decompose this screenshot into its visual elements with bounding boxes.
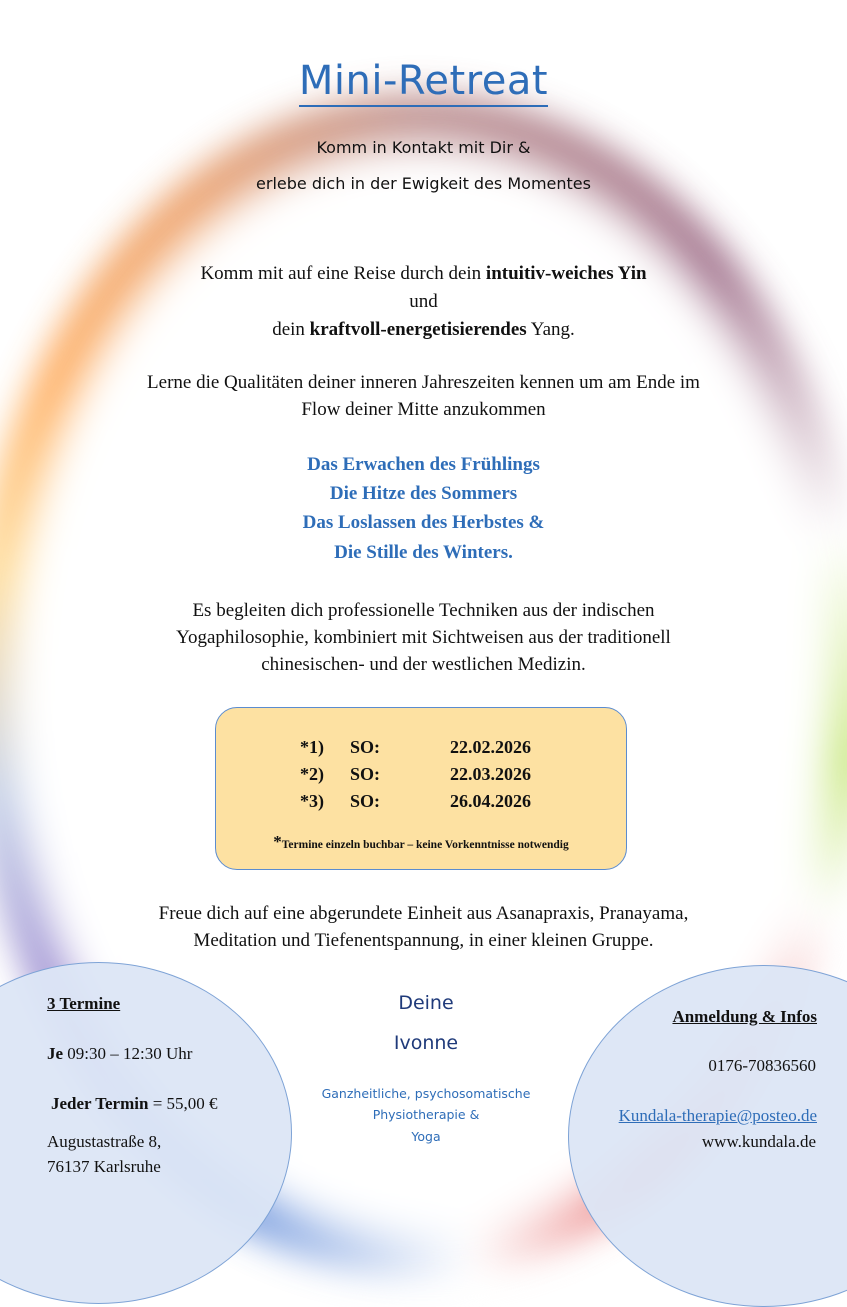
- date-num: *3): [300, 791, 324, 811]
- date-num: *2): [300, 764, 324, 784]
- price-value: = 55,00 €: [148, 1094, 218, 1113]
- dates-box: [215, 707, 627, 870]
- intro-text: Komm mit auf eine Reise durch dein: [200, 263, 486, 284]
- date-value: 22.03.2026: [450, 764, 531, 784]
- terms-heading: 3 Termine: [47, 994, 121, 1013]
- date-value: 22.02.2026: [450, 737, 531, 757]
- learn-line-1: Lerne die Qualitäten deiner inneren Jahreszeiten kennen um am Ende im: [147, 372, 700, 393]
- price-info: [51, 1094, 218, 1114]
- phone-number: 0176-70836560: [708, 1056, 816, 1075]
- profession-line-1: Ganzheitliche, psychosomatische: [321, 1086, 531, 1101]
- techniques-line-3: chinesischen- und der westlichen Medizin.: [261, 654, 586, 675]
- season-winter: Die Stille des Winters.: [334, 542, 513, 563]
- time-info: [47, 1044, 192, 1064]
- registration-heading: Anmeldung & Infos: [672, 1007, 817, 1026]
- signature-line-1: Deine: [398, 992, 454, 1014]
- address-line-2: 76137 Karlsruhe: [47, 1157, 161, 1176]
- time-value: 09:30 – 12:30 Uhr: [63, 1044, 193, 1063]
- profession-line-3: Yoga: [411, 1129, 441, 1144]
- intro-yang: kraftvoll-energetisierendes: [309, 319, 527, 340]
- note-star: *: [273, 832, 282, 851]
- email-link[interactable]: Kundala-therapie@posteo.de: [618, 1106, 817, 1125]
- page-title: Mini-Retreat: [0, 58, 847, 104]
- season-spring: Das Erwachen des Frühlings: [307, 454, 540, 475]
- date-day: SO:: [350, 791, 381, 811]
- date-value: 26.04.2026: [450, 791, 531, 811]
- price-label: Jeder Termin: [51, 1094, 149, 1113]
- tagline-2: erlebe dich in der Ewigkeit des Momentes: [256, 174, 591, 193]
- learn-line-2: Flow deiner Mitte anzukommen: [301, 399, 546, 420]
- season-summer: Die Hitze des Sommers: [329, 483, 518, 504]
- intro-yin: intuitiv-weiches Yin: [485, 263, 647, 284]
- website[interactable]: www.kundala.de: [701, 1132, 816, 1151]
- closing-line-1: Freue dich auf eine abgerundete Einheit aus Asanapraxis, Pranayama,: [158, 903, 689, 924]
- note-text: Termine einzeln buchbar – keine Vorkenntnisse notwendig: [281, 839, 569, 851]
- techniques-line-2: Yogaphilosophie, kombiniert mit Sichtweisen aus der traditionell: [176, 627, 671, 648]
- intro-text: dein: [272, 319, 310, 340]
- profession-line-2: Physiotherapie &: [372, 1107, 480, 1122]
- address-line-1: Augustastraße 8,: [47, 1132, 162, 1151]
- date-day: SO:: [350, 737, 381, 757]
- season-autumn: Das Loslassen des Herbstes &: [302, 512, 545, 533]
- intro-line-3: [0, 316, 847, 343]
- closing-line-2: Meditation und Tiefenentspannung, in einer kleinen Gruppe.: [193, 930, 654, 951]
- intro-line-1: [0, 260, 847, 287]
- intro-line-2: und: [409, 291, 438, 312]
- techniques-line-1: Es begleiten dich professionelle Techniken aus der indischen: [192, 600, 655, 621]
- time-label: Je: [47, 1044, 64, 1063]
- date-num: *1): [300, 737, 324, 757]
- intro-text: Yang.: [526, 319, 575, 340]
- signature-name: Ivonne: [393, 1032, 459, 1054]
- tagline-1: Komm in Kontakt mit Dir &: [316, 138, 531, 157]
- date-day: SO:: [350, 764, 381, 784]
- dates-note: [216, 832, 626, 852]
